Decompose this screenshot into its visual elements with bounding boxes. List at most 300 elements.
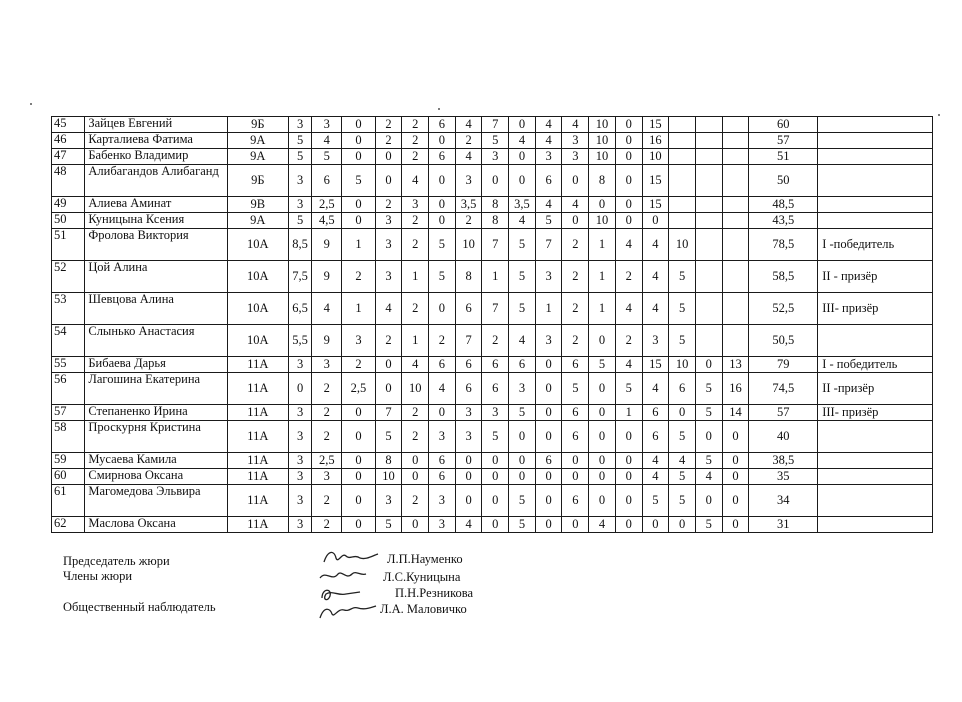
task-score-cell: 4 — [509, 213, 536, 229]
task-score-cell: 5 — [669, 421, 696, 453]
class-cell: 11А — [227, 517, 288, 533]
table-row — [52, 453, 933, 469]
task-score-cell: 2,5 — [312, 453, 342, 469]
task-score-cell: 15 — [642, 117, 669, 133]
task-score-cell: 0 — [429, 133, 456, 149]
task-score-cell: 6 — [455, 357, 482, 373]
task-score-cell: 1 — [342, 293, 375, 325]
task-score-cell: 5 — [509, 405, 536, 421]
task-score-cell: 4 — [509, 325, 536, 357]
task-score-cell: 3 — [288, 197, 311, 213]
task-score-cell: 0 — [642, 517, 669, 533]
task-score-cell: 6 — [562, 405, 589, 421]
table-row — [52, 421, 933, 453]
task-score-cell: 8 — [482, 213, 509, 229]
task-score-cell: 3 — [482, 149, 509, 165]
task-score-cell: 5 — [429, 261, 456, 293]
task-score-cell: 2 — [615, 261, 642, 293]
class-cell: 9Б — [227, 165, 288, 197]
task-score-cell: 0 — [509, 165, 536, 197]
task-score-cell — [695, 261, 722, 293]
scan-speck — [438, 108, 440, 110]
table-row — [52, 149, 933, 165]
table-row — [52, 293, 933, 325]
award-status-cell — [818, 517, 933, 533]
total-score-cell: 57 — [749, 133, 818, 149]
row-number-cell: 48 — [52, 165, 85, 197]
task-score-cell: 5 — [288, 213, 311, 229]
student-name-cell: Бабенко Владимир — [85, 149, 227, 165]
row-number-cell: 54 — [52, 325, 85, 357]
task-score-cell: 13 — [722, 357, 749, 373]
task-score-cell: 2 — [312, 373, 342, 405]
table-row — [52, 165, 933, 197]
task-score-cell: 3 — [375, 213, 402, 229]
task-score-cell: 0 — [562, 213, 589, 229]
task-score-cell: 5 — [509, 229, 536, 261]
task-score-cell: 3 — [312, 357, 342, 373]
task-score-cell: 0 — [615, 165, 642, 197]
task-score-cell: 0 — [342, 485, 375, 517]
scan-speck — [30, 103, 32, 105]
total-score-cell: 38,5 — [749, 453, 818, 469]
task-score-cell: 0 — [429, 165, 456, 197]
task-score-cell: 10 — [642, 149, 669, 165]
task-score-cell: 5 — [695, 405, 722, 421]
task-score-cell: 2 — [375, 197, 402, 213]
task-score-cell: 10 — [375, 469, 402, 485]
class-cell: 9В — [227, 197, 288, 213]
task-score-cell: 3 — [288, 117, 311, 133]
total-score-cell: 34 — [749, 485, 818, 517]
task-score-cell: 0 — [615, 453, 642, 469]
task-score-cell: 2 — [402, 117, 429, 133]
task-score-cell — [695, 149, 722, 165]
task-score-cell: 0 — [375, 373, 402, 405]
task-score-cell: 4 — [455, 149, 482, 165]
task-score-cell: 0 — [342, 213, 375, 229]
row-number-cell: 51 — [52, 229, 85, 261]
task-score-cell: 0 — [342, 149, 375, 165]
task-score-cell: 0 — [375, 165, 402, 197]
student-name-cell: Мусаева Камила — [85, 453, 227, 469]
task-score-cell: 0 — [615, 421, 642, 453]
task-score-cell: 4 — [535, 133, 562, 149]
total-score-cell: 48,5 — [749, 197, 818, 213]
task-score-cell: 2 — [342, 357, 375, 373]
award-status-cell — [818, 117, 933, 133]
task-score-cell: 2 — [312, 485, 342, 517]
task-score-cell — [669, 133, 696, 149]
task-score-cell: 5 — [509, 485, 536, 517]
task-score-cell: 6 — [482, 373, 509, 405]
task-score-cell: 2,5 — [312, 197, 342, 213]
task-score-cell: 3 — [455, 421, 482, 453]
task-score-cell — [722, 213, 749, 229]
class-cell: 11А — [227, 373, 288, 405]
task-score-cell: 8 — [375, 453, 402, 469]
class-cell: 11А — [227, 485, 288, 517]
task-score-cell: 0 — [342, 517, 375, 533]
task-score-cell: 5 — [669, 485, 696, 517]
student-name-cell: Слынько Анастасия — [85, 325, 227, 357]
award-status-cell — [818, 453, 933, 469]
total-score-cell: 43,5 — [749, 213, 818, 229]
task-score-cell: 2 — [375, 133, 402, 149]
task-score-cell — [722, 229, 749, 261]
table-row — [52, 373, 933, 405]
task-score-cell: 4,5 — [312, 213, 342, 229]
task-score-cell: 0 — [482, 517, 509, 533]
class-cell: 10А — [227, 325, 288, 357]
task-score-cell: 0 — [722, 453, 749, 469]
task-score-cell: 0 — [562, 165, 589, 197]
task-score-cell: 4 — [642, 373, 669, 405]
task-score-cell: 3 — [288, 421, 311, 453]
task-score-cell — [722, 133, 749, 149]
award-status-cell: I -победитель — [818, 229, 933, 261]
task-score-cell: 6 — [642, 405, 669, 421]
task-score-cell: 0 — [342, 469, 375, 485]
task-score-cell — [722, 165, 749, 197]
table-row — [52, 325, 933, 357]
task-score-cell: 4 — [669, 453, 696, 469]
student-name-cell: Маслова Оксана — [85, 517, 227, 533]
task-score-cell: 6 — [429, 117, 456, 133]
task-score-cell: 10 — [589, 117, 616, 133]
task-score-cell: 8 — [455, 261, 482, 293]
task-score-cell: 0 — [342, 453, 375, 469]
task-score-cell: 0 — [589, 373, 616, 405]
task-score-cell: 5,5 — [288, 325, 311, 357]
task-score-cell: 3 — [642, 325, 669, 357]
task-score-cell: 3 — [535, 149, 562, 165]
task-score-cell: 9 — [312, 325, 342, 357]
task-score-cell: 0 — [669, 405, 696, 421]
task-score-cell: 0 — [455, 485, 482, 517]
task-score-cell: 2 — [562, 325, 589, 357]
row-number-cell: 53 — [52, 293, 85, 325]
task-score-cell: 3 — [429, 421, 456, 453]
task-score-cell: 6 — [562, 485, 589, 517]
task-score-cell — [669, 213, 696, 229]
results-table — [51, 116, 933, 533]
task-score-cell — [695, 117, 722, 133]
row-number-cell: 62 — [52, 517, 85, 533]
task-score-cell: 2 — [455, 133, 482, 149]
task-score-cell: 4 — [642, 261, 669, 293]
total-score-cell: 51 — [749, 149, 818, 165]
task-score-cell: 10 — [402, 373, 429, 405]
task-score-cell: 1 — [615, 405, 642, 421]
task-score-cell: 5 — [312, 149, 342, 165]
task-score-cell: 5 — [375, 517, 402, 533]
task-score-cell: 2 — [429, 325, 456, 357]
task-score-cell: 4 — [375, 293, 402, 325]
task-score-cell: 2 — [562, 229, 589, 261]
task-score-cell: 2,5 — [342, 373, 375, 405]
award-status-cell: III- призёр — [818, 293, 933, 325]
task-score-cell: 2 — [562, 261, 589, 293]
task-score-cell: 0 — [722, 421, 749, 453]
task-score-cell: 0 — [535, 405, 562, 421]
task-score-cell: 0 — [589, 325, 616, 357]
award-status-cell — [818, 213, 933, 229]
total-score-cell: 31 — [749, 517, 818, 533]
total-score-cell: 52,5 — [749, 293, 818, 325]
task-score-cell: 4 — [455, 117, 482, 133]
task-score-cell: 6 — [429, 149, 456, 165]
table-row — [52, 213, 933, 229]
award-status-cell: I - победитель — [818, 357, 933, 373]
task-score-cell — [722, 117, 749, 133]
task-score-cell: 4 — [615, 293, 642, 325]
task-score-cell: 0 — [615, 485, 642, 517]
signature-3-stroke — [322, 590, 360, 599]
task-score-cell: 1 — [402, 325, 429, 357]
row-number-cell: 60 — [52, 469, 85, 485]
task-score-cell: 7 — [455, 325, 482, 357]
task-score-cell: 10 — [455, 229, 482, 261]
task-score-cell: 1 — [482, 261, 509, 293]
total-score-cell: 58,5 — [749, 261, 818, 293]
task-score-cell: 0 — [375, 149, 402, 165]
task-score-cell: 5 — [342, 165, 375, 197]
task-score-cell: 0 — [562, 517, 589, 533]
task-score-cell: 1 — [402, 261, 429, 293]
student-name-cell: Магомедова Эльвира — [85, 485, 227, 517]
task-score-cell: 0 — [429, 213, 456, 229]
task-score-cell: 3 — [375, 229, 402, 261]
task-score-cell: 0 — [535, 517, 562, 533]
task-score-cell: 0 — [402, 453, 429, 469]
task-score-cell: 2 — [375, 117, 402, 133]
task-score-cell: 5 — [509, 261, 536, 293]
task-score-cell: 5 — [589, 357, 616, 373]
task-score-cell: 6 — [642, 421, 669, 453]
task-score-cell: 4 — [615, 229, 642, 261]
signature-1-stroke — [324, 552, 378, 562]
task-score-cell: 6 — [312, 165, 342, 197]
task-score-cell: 8,5 — [288, 229, 311, 261]
task-score-cell: 3 — [429, 485, 456, 517]
task-score-cell: 3 — [455, 405, 482, 421]
task-score-cell: 5 — [695, 373, 722, 405]
student-name-cell: Зайцев Евгений — [85, 117, 227, 133]
task-score-cell: 0 — [615, 197, 642, 213]
class-cell: 11А — [227, 405, 288, 421]
task-score-cell: 3 — [402, 197, 429, 213]
task-score-cell — [695, 293, 722, 325]
task-score-cell: 3 — [288, 469, 311, 485]
row-number-cell: 49 — [52, 197, 85, 213]
task-score-cell: 4 — [535, 117, 562, 133]
table-row — [52, 469, 933, 485]
task-score-cell: 0 — [615, 117, 642, 133]
task-score-cell: 3 — [455, 165, 482, 197]
task-score-cell: 6 — [429, 453, 456, 469]
task-score-cell: 2 — [402, 149, 429, 165]
total-score-cell: 35 — [749, 469, 818, 485]
task-score-cell: 4 — [312, 133, 342, 149]
task-score-cell: 4 — [402, 165, 429, 197]
total-score-cell: 40 — [749, 421, 818, 453]
task-score-cell: 0 — [509, 149, 536, 165]
task-score-cell: 0 — [482, 469, 509, 485]
total-score-cell: 78,5 — [749, 229, 818, 261]
task-score-cell: 3 — [535, 325, 562, 357]
task-score-cell: 6 — [482, 357, 509, 373]
award-status-cell — [818, 133, 933, 149]
task-score-cell: 3 — [562, 133, 589, 149]
task-score-cell: 0 — [342, 117, 375, 133]
task-score-cell: 3 — [535, 261, 562, 293]
row-number-cell: 59 — [52, 453, 85, 469]
public-observer-label: Общественный наблюдатель — [63, 600, 216, 614]
task-score-cell: 3 — [562, 149, 589, 165]
task-score-cell: 10 — [589, 149, 616, 165]
task-score-cell: 10 — [669, 357, 696, 373]
task-score-cell: 0 — [342, 405, 375, 421]
task-score-cell: 15 — [642, 165, 669, 197]
task-score-cell: 3 — [288, 405, 311, 421]
signer-malovichko: Л.А. Маловичко — [380, 602, 467, 616]
table-row — [52, 117, 933, 133]
task-score-cell: 3 — [288, 453, 311, 469]
task-score-cell: 6 — [509, 357, 536, 373]
task-score-cell: 4 — [402, 357, 429, 373]
task-score-cell: 6 — [562, 421, 589, 453]
task-score-cell: 7,5 — [288, 261, 311, 293]
row-number-cell: 46 — [52, 133, 85, 149]
task-score-cell: 0 — [535, 357, 562, 373]
task-score-cell — [722, 293, 749, 325]
task-score-cell: 5 — [669, 325, 696, 357]
task-score-cell: 2 — [312, 405, 342, 421]
student-name-cell: Проскурня Кристина — [85, 421, 227, 453]
task-score-cell: 0 — [615, 517, 642, 533]
scan-speck — [938, 114, 940, 116]
task-score-cell: 10 — [669, 229, 696, 261]
task-score-cell: 0 — [589, 197, 616, 213]
student-name-cell: Фролова Виктория — [85, 229, 227, 261]
task-score-cell: 3 — [288, 357, 311, 373]
task-score-cell — [695, 325, 722, 357]
task-score-cell: 5 — [482, 133, 509, 149]
task-score-cell: 4 — [642, 453, 669, 469]
results-table-body — [52, 117, 933, 533]
student-name-cell: Куницына Ксения — [85, 213, 227, 229]
task-score-cell: 2 — [312, 517, 342, 533]
task-score-cell: 6 — [455, 293, 482, 325]
task-score-cell: 2 — [482, 325, 509, 357]
task-score-cell: 0 — [695, 421, 722, 453]
task-score-cell: 4 — [455, 517, 482, 533]
task-score-cell: 3 — [375, 261, 402, 293]
task-score-cell — [722, 197, 749, 213]
task-score-cell: 3 — [375, 485, 402, 517]
task-score-cell: 4 — [615, 357, 642, 373]
task-score-cell: 3 — [312, 469, 342, 485]
task-score-cell: 0 — [589, 405, 616, 421]
task-score-cell: 0 — [535, 421, 562, 453]
task-score-cell: 5 — [509, 293, 536, 325]
task-score-cell: 0 — [562, 469, 589, 485]
task-score-cell — [669, 165, 696, 197]
class-cell: 11А — [227, 453, 288, 469]
task-score-cell: 3 — [342, 325, 375, 357]
task-score-cell: 4 — [312, 293, 342, 325]
total-score-cell: 57 — [749, 405, 818, 421]
signature-2-stroke — [320, 573, 366, 578]
table-row — [52, 133, 933, 149]
row-number-cell: 57 — [52, 405, 85, 421]
signature-4-stroke — [320, 606, 376, 618]
task-score-cell: 0 — [562, 453, 589, 469]
total-score-cell: 79 — [749, 357, 818, 373]
task-score-cell: 0 — [342, 421, 375, 453]
task-score-cell: 2 — [402, 293, 429, 325]
task-score-cell — [695, 197, 722, 213]
task-score-cell: 6 — [429, 357, 456, 373]
handwritten-signatures — [316, 548, 384, 622]
class-cell: 11А — [227, 421, 288, 453]
task-score-cell: 0 — [455, 453, 482, 469]
task-score-cell: 2 — [615, 325, 642, 357]
jury-chair-label: Председатель жюри — [63, 554, 170, 568]
task-score-cell: 0 — [642, 213, 669, 229]
task-score-cell: 5 — [288, 149, 311, 165]
task-score-cell: 0 — [615, 469, 642, 485]
student-name-cell: Степаненко Ирина — [85, 405, 227, 421]
total-score-cell: 50 — [749, 165, 818, 197]
task-score-cell: 0 — [589, 453, 616, 469]
task-score-cell: 2 — [402, 213, 429, 229]
total-score-cell: 60 — [749, 117, 818, 133]
student-name-cell: Алибагандов Алибаганд — [85, 165, 227, 197]
task-score-cell: 6 — [669, 373, 696, 405]
table-row — [52, 197, 933, 213]
task-score-cell: 5 — [429, 229, 456, 261]
task-score-cell: 6 — [535, 165, 562, 197]
task-score-cell: 0 — [615, 149, 642, 165]
task-score-cell: 4 — [562, 197, 589, 213]
table-row — [52, 517, 933, 533]
row-number-cell: 50 — [52, 213, 85, 229]
award-status-cell — [818, 469, 933, 485]
task-score-cell: 3 — [288, 165, 311, 197]
signer-kunitsyna: Л.С.Куницына — [383, 570, 461, 584]
task-score-cell: 0 — [482, 485, 509, 517]
task-score-cell: 16 — [642, 133, 669, 149]
task-score-cell: 9 — [312, 261, 342, 293]
task-score-cell: 0 — [342, 197, 375, 213]
row-number-cell: 55 — [52, 357, 85, 373]
task-score-cell: 2 — [455, 213, 482, 229]
task-score-cell: 0 — [482, 165, 509, 197]
task-score-cell — [695, 133, 722, 149]
task-score-cell: 5 — [509, 517, 536, 533]
class-cell: 9А — [227, 149, 288, 165]
task-score-cell: 5 — [482, 421, 509, 453]
task-score-cell: 5 — [669, 469, 696, 485]
task-score-cell: 0 — [509, 469, 536, 485]
task-score-cell: 4 — [429, 373, 456, 405]
task-score-cell: 5 — [695, 453, 722, 469]
student-name-cell: Алиева Аминат — [85, 197, 227, 213]
task-score-cell: 0 — [402, 517, 429, 533]
task-score-cell: 2 — [402, 133, 429, 149]
